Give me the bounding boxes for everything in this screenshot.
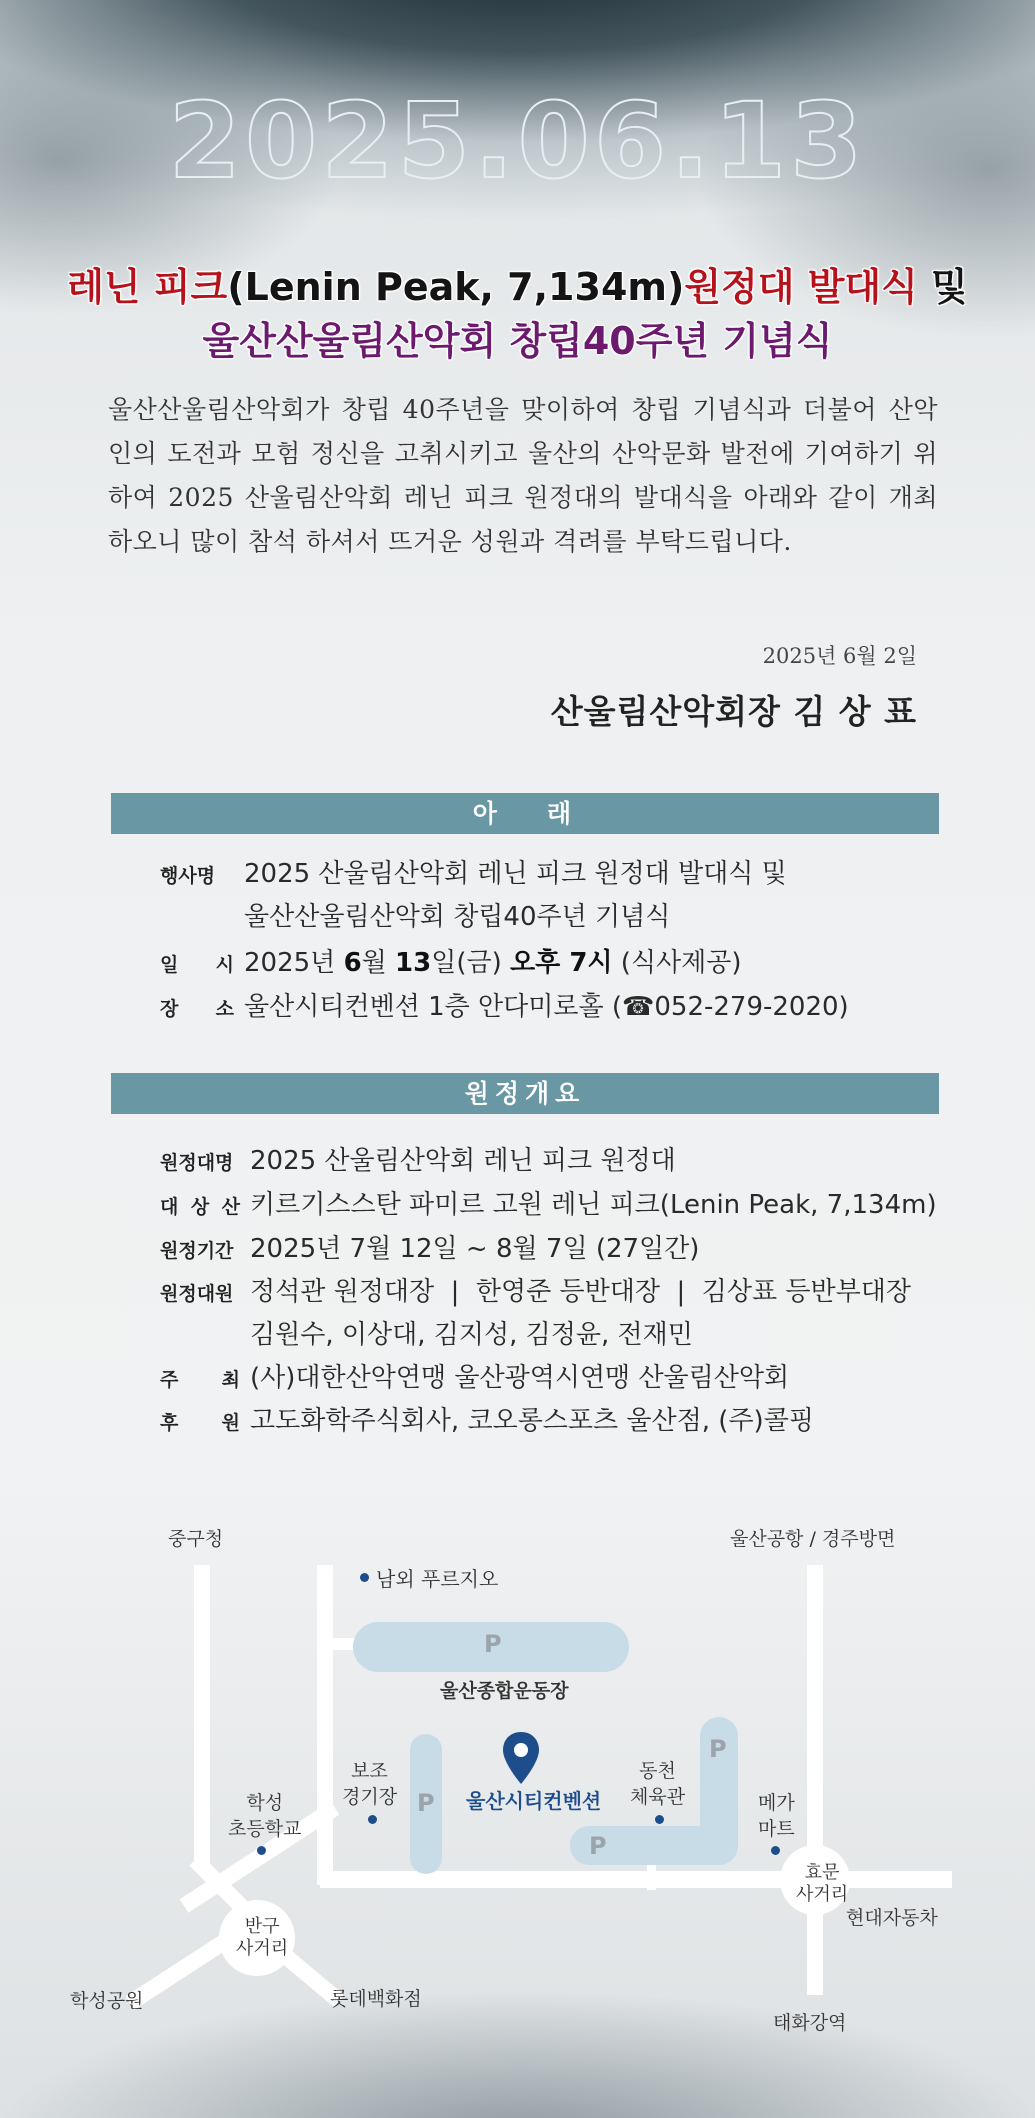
headline-and: 및 xyxy=(917,265,968,309)
event-datetime-value xyxy=(244,942,742,979)
issue-date: 2025년 6월 2일 xyxy=(762,644,917,668)
mega-dot xyxy=(771,1846,780,1855)
datetime-weekday: 일(금) xyxy=(431,948,511,978)
headline-line-2: 울산산울림산악회 창립40주년 기념식 xyxy=(202,319,833,363)
parking-icon: P xyxy=(589,1832,607,1860)
gym-dot xyxy=(655,1815,664,1824)
expedition-row-value: 키르기스스탄 파미르 고원 레닌 피크(Lenin Peak, 7,134m) xyxy=(250,1190,937,1220)
expedition-row xyxy=(160,1357,789,1394)
label-gym: 동천 체육관 xyxy=(630,1760,686,1808)
road-main-horizontal xyxy=(320,1871,952,1888)
parking-icon: P xyxy=(709,1735,727,1763)
event-place-row xyxy=(160,986,849,1023)
event-datetime-label: 일 시 xyxy=(160,954,234,976)
expedition-row-label: 후 원 xyxy=(160,1412,240,1434)
expedition-members: 김원수, 이상대, 김지성, 김정윤, 전재민 xyxy=(250,1320,693,1350)
section-bar-details xyxy=(111,793,939,834)
label-haksung-park: 학성공원 xyxy=(70,1990,144,2012)
label-school: 학성 초등학교 xyxy=(228,1792,302,1840)
headline-ceremony: 원정대 발대식 xyxy=(684,265,918,309)
event-place-value: 울산시티컨벤션 1층 안다미로홀 (☎052-279-2020) xyxy=(244,992,849,1022)
label-hyomun: 효문 사거리 xyxy=(796,1862,849,1905)
label-lotte: 롯데백화점 xyxy=(330,1988,422,2010)
expedition-row-label: 원정기간 xyxy=(160,1240,234,1262)
expedition-row xyxy=(160,1184,937,1221)
expedition-row-value: 2025 산울림산악회 레닌 피크 원정대 xyxy=(250,1146,676,1176)
datetime-month: 6 xyxy=(343,948,362,978)
expedition-row xyxy=(160,1400,814,1437)
datetime-year: 2025년 xyxy=(244,948,344,978)
label-airport: 울산공항 / 경주방면 xyxy=(730,1528,896,1550)
expedition-row-value: 고도화학주식회사, 코오롱스포츠 울산점, (주)콜핑 xyxy=(250,1406,814,1436)
event-name-label: 행사명 xyxy=(160,865,216,887)
datetime-day: 13 xyxy=(395,948,432,978)
section-bar-expedition xyxy=(111,1073,939,1114)
expedition-row-label: 주 최 xyxy=(160,1369,240,1391)
event-name-value-1: 2025 산울림산악회 레닌 피크 원정대 발대식 및 xyxy=(244,859,787,889)
label-junggu: 중구청 xyxy=(168,1528,224,1550)
road-stub xyxy=(330,1638,355,1650)
datetime-meal-note: (식사제공) xyxy=(612,948,742,978)
aux-field-dot xyxy=(368,1815,377,1824)
section-title-details: 아 래 xyxy=(472,799,578,828)
label-venue: 울산시티컨벤션 xyxy=(466,1789,602,1813)
expedition-row xyxy=(160,1228,699,1265)
label-taehwa: 태화강역 xyxy=(773,2012,847,2034)
section-title-expedition: 원정개요 xyxy=(464,1079,586,1108)
headline-peak-height: (Lenin Peak, 7,134m) xyxy=(227,265,685,309)
label-hyundai: 현대자동차 xyxy=(846,1907,938,1929)
label-stadium: 울산종합운동장 xyxy=(440,1680,569,1702)
datetime-month-unit: 월 xyxy=(361,948,396,978)
headline-line-1 xyxy=(0,262,1035,312)
label-namwoe: 남외 푸르지오 xyxy=(376,1567,499,1591)
label-aux-field: 보조 경기장 xyxy=(342,1760,398,1808)
parking-icon: P xyxy=(417,1789,435,1817)
road-center-vertical xyxy=(317,1565,333,1885)
event-datetime-row xyxy=(160,942,742,979)
signature: 산울림산악회장 김 상 표 xyxy=(550,692,917,731)
expedition-row-value: (사)대한산악연맹 울산광역시연맹 산울림산악회 xyxy=(250,1363,790,1393)
event-place-label: 장 소 xyxy=(160,998,234,1020)
event-date-title: 2025.06.13 xyxy=(168,80,867,202)
location-pin-icon xyxy=(500,1730,542,1786)
label-mega: 메가 마트 xyxy=(758,1792,795,1840)
road-right-vertical xyxy=(807,1565,823,1995)
expedition-row-label: 대 상 산 xyxy=(160,1196,240,1218)
expedition-row-label: 원정대원 xyxy=(160,1283,234,1305)
intro-paragraph: 울산산울림산악회가 창립 40주년을 맞이하여 창립 기념식과 더불어 산악인의 도전과 모험 정신을 고취시키고 울산의 산악문화 발전에 기여하기 위하여 2025 산울림산악회 레닌 피크 원정대의 발대식을 아래와 같이 개최하오니 많이 참석 하셔서 뜨거운 성원과 격려를 부탁드립니다. xyxy=(108,395,938,556)
expedition-row xyxy=(160,1140,676,1177)
parking-icon: P xyxy=(484,1630,502,1658)
event-name-row xyxy=(160,853,787,890)
event-name-value-2: 울산산울림산악회 창립40주년 기념식 xyxy=(244,902,671,932)
expedition-row-value: 2025년 7월 12일 ~ 8월 7일 (27일간) xyxy=(250,1234,700,1264)
label-bangu: 반구 사거리 xyxy=(236,1916,289,1959)
expedition-row-label: 원정대명 xyxy=(160,1152,234,1174)
road-left-vertical xyxy=(194,1565,210,1865)
datetime-time: 오후 7시 xyxy=(510,948,613,978)
school-dot xyxy=(257,1846,266,1855)
expedition-row-value: 정석관 원정대장 | 한영준 등반대장 | 김상표 등반부대장 xyxy=(250,1277,911,1307)
namwoe-dot xyxy=(360,1573,369,1582)
headline-lenin-peak: 레닌 피크 xyxy=(67,265,228,309)
expedition-row xyxy=(160,1271,911,1308)
